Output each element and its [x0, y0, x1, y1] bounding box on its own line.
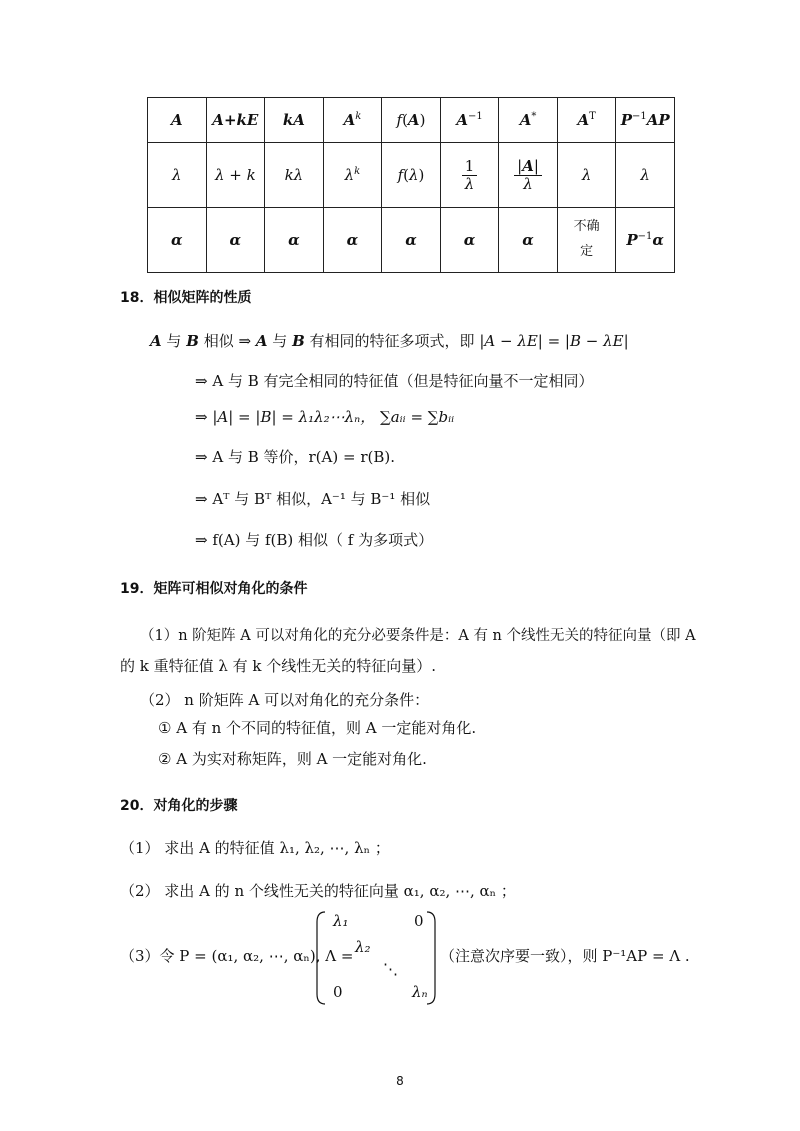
- table-cell: A*: [499, 98, 558, 143]
- sec18-line-2: ⇒ A 与 B 有完全相同的特征值（但是特征向量不一定相同）: [195, 372, 594, 390]
- sec18-line-1: A 与 B 相似 ⇒ A 与 B 有相同的特征多项式，即 |A − λE| = |B − λE|: [150, 332, 629, 350]
- table-cell: f(λ): [382, 143, 441, 208]
- table-cell: $A^T$: [557, 98, 616, 143]
- table-cell: α: [206, 208, 265, 273]
- table-row-eigenvectors: [148, 208, 675, 273]
- table-cell: $P^{-1}AP$: [616, 98, 675, 143]
- table-cell: $A^{-1}$: [440, 98, 499, 143]
- table-cell: λ: [616, 143, 675, 208]
- table-row-matrices: [148, 98, 675, 143]
- table-cell: kA: [265, 98, 324, 143]
- table-cell: $A^k$: [323, 98, 382, 143]
- sec19-p1-line1: （1）n 阶矩阵 A 可以对角化的充分必要条件是：A 有 n 个线性无关的特征向量（即 A: [140, 628, 696, 644]
- matrix-entry-a11: λ₁: [333, 912, 349, 930]
- eigen-property-table: [147, 97, 675, 273]
- table-cell: α: [382, 208, 441, 273]
- sec18-line-5: ⇒ Aᵀ 与 Bᵀ 相似，A⁻¹ 与 B⁻¹ 相似: [195, 490, 431, 508]
- sec19-p1-line2: 的 k 重特征值 λ 有 k 个线性无关的特征向量）.: [120, 657, 437, 675]
- sec20-step-2: （2） 求出 A 的 n 个线性无关的特征向量 α₁, α₂, ⋯, αₙ ；: [120, 882, 516, 900]
- table-cell: α: [499, 208, 558, 273]
- section-heading-18: 18．相似矩阵的性质: [120, 290, 252, 306]
- sec20-step-3-prefix: （3）令 P = (α₁, α₂, ⋯, αₙ), Λ =: [120, 947, 354, 965]
- sec20-step-1: （1） 求出 A 的特征值 λ₁, λ₂, ⋯, λₙ ；: [120, 839, 390, 857]
- table-cell: $\frac{|A|}{\lambda}$: [499, 143, 558, 208]
- table-cell: λ: [557, 143, 616, 208]
- table-cell: f(A): [382, 98, 441, 143]
- sec18-line-3: ⇒ |A| = |B| = λ₁λ₂⋯λₙ， ∑aᵢᵢ = ∑bᵢᵢ: [195, 408, 455, 426]
- table-cell: λ + k: [206, 143, 265, 208]
- section-heading-19: 19．矩阵可相似对角化的条件: [120, 581, 308, 597]
- table-cell: α: [148, 208, 207, 273]
- table-cell: $\frac{1}{\lambda}$: [440, 143, 499, 208]
- table-cell-uncertain: 不确定: [557, 208, 616, 273]
- matrix-entry-a22: λ₂: [355, 938, 371, 956]
- sec18-line-4: ⇒ A 与 B 等价，r(A) = r(B).: [195, 448, 395, 466]
- table-cell: A+kE: [206, 98, 265, 143]
- table-cell: A: [148, 98, 207, 143]
- sec18-line-6: ⇒ f(A) 与 f(B) 相似（ f 为多项式）: [195, 531, 434, 549]
- table-cell: kλ: [265, 143, 324, 208]
- table-cell: α: [440, 208, 499, 273]
- sec19-condition-2: ② A 为实对称矩阵，则 A 一定能对角化.: [158, 750, 427, 768]
- sec19-p2: （2） n 阶矩阵 A 可以对角化的充分条件：: [140, 691, 430, 709]
- table-cell: $P^{-1}\alpha$: [616, 208, 675, 273]
- sec19-condition-1: ① A 有 n 个不同的特征值，则 A 一定能对角化.: [158, 719, 477, 737]
- page-number: 8: [396, 1074, 404, 1088]
- table-cell: λ: [148, 143, 207, 208]
- sec20-step-3-suffix: （注意次序要一致），则 P⁻¹AP = Λ .: [440, 947, 690, 965]
- matrix-entry-a1n: 0: [414, 912, 424, 930]
- table-cell: α: [323, 208, 382, 273]
- section-heading-20: 20．对角化的步骤: [120, 798, 238, 814]
- table-cell: α: [265, 208, 324, 273]
- table-row-eigenvalues: [148, 143, 675, 208]
- matrix-entry-ann: λₙ: [412, 983, 428, 1001]
- table-cell: $\lambda^k$: [323, 143, 382, 208]
- matrix-entry-an1: 0: [333, 983, 343, 1001]
- matrix-dots: ⋱: [383, 960, 398, 978]
